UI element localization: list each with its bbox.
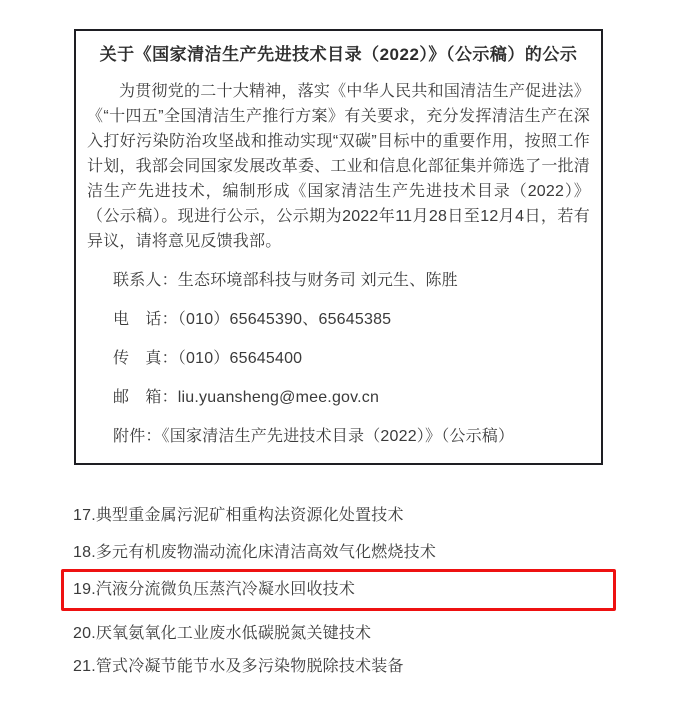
- tech-item-18[interactable]: 18.多元有机废物湍动流化床清洁高效气化燃烧技术: [73, 544, 437, 561]
- tech-item-21[interactable]: 21.管式冷凝节能节水及多污染物脱除技术装备: [73, 658, 404, 675]
- contact-line-attachment: 附件：《国家清洁生产先进技术目录（2022）》（公示稿）: [113, 428, 515, 445]
- tech-list: [73, 505, 684, 678]
- tech-item-19[interactable]: 19.汽液分流微负压蒸汽冷凝水回收技术: [73, 581, 356, 598]
- tech-item-20[interactable]: 20.厌氧氨氧化工业废水低碳脱氮关键技术: [73, 625, 372, 642]
- notice-body: 为贯彻党的二十大精神，落实《中华人民共和国清洁生产促进法》《“十四五”全国清洁生产推行方案》有关要求，充分发挥清洁生产在深入打好污染防治攻坚战和推动实现“双碳”目标中的重要作用，按照工作计划，我部会同国家发展改革委、工业和信息化部征集并筛选了一批清洁生产先进技术，编制形成《国家清洁生产先进技术目录（2022）》（公示稿）。现进行公示，公示期为2022年11月28日至12月4日，若有异议，请将意见反馈我部。: [87, 83, 590, 250]
- contact-line-person: 联系人：生态环境部科技与财务司 刘元生、陈胜: [113, 272, 458, 289]
- tech-item-17[interactable]: 17.典型重金属污泥矿相重构法资源化处置技术: [73, 507, 404, 524]
- contact-line-email: 邮 箱：liu.yuansheng@mee.gov.cn: [113, 389, 380, 406]
- highlight-annotation-box: [61, 569, 616, 611]
- notice-title: 关于《国家清洁生产先进技术目录（2022）》（公示稿）的公示: [99, 45, 578, 64]
- contact-line-fax: 传 真：（010）65645400: [113, 350, 303, 367]
- notice-box: [74, 29, 603, 465]
- contact-line-phone: 电 话：（010）65645390、65645385: [113, 311, 392, 328]
